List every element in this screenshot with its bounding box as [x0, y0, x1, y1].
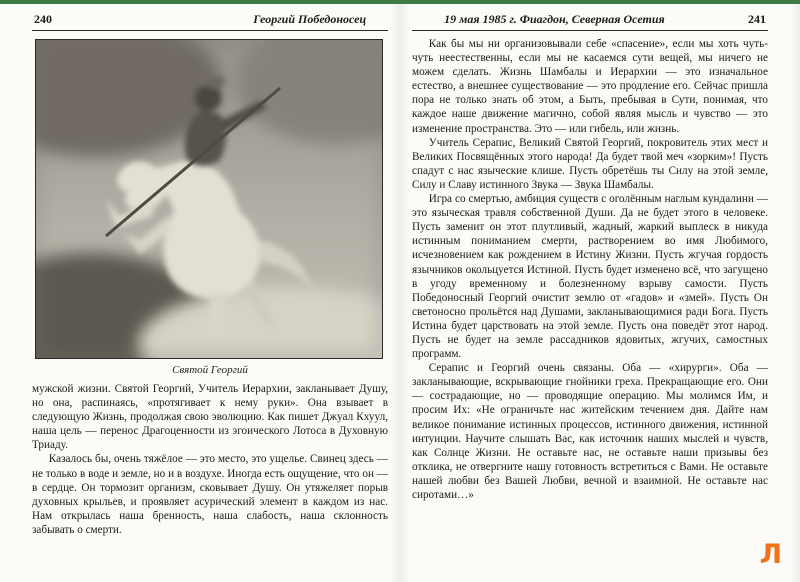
labirint-watermark-icon: Л: [759, 539, 782, 570]
paragraph: Как бы мы ни организовывали себе «спасение», если мы хоть чуть-чуть неестественны, если мы не касаемся сути вещей, мы ничего не можем сделать. Жизнь Шамбалы и Иерархии — это изначальное естество, а внешнее существование — это продление его. Сейчас пришла пора не только знать об этом, а Быть, пребывая в Сути, понимая, что каждое наше движение магично, собой являя мысль и чувство — это изменение пространства. Это — или гибель, или жизнь.: [412, 38, 768, 135]
right-header-rule: [412, 30, 768, 31]
saint-george-illustration: [35, 39, 383, 359]
right-body-text: [412, 37, 768, 502]
paragraph: Серапис и Георгий очень связаны. Оба — «хирурги». Оба — закланывающие, вскрывающие гнойники греха. Прекращающие его. Они — сострадающие, но — проводящие операцию. Мы молимся Им, и просим Их: «Не ограничьте нас житейским течением дня. Дайте нам великое понимание истинных процессов, истинного движения, истинной интуиции. Научите слышать Вас, как источник наших мыслей и чувств, как Солнце Жизни. Не оставьте нас, не оставьте наши призывы без отклика, не отвергните нашу готовность встретиться с Вами. Не оставьте нашей любви без Вашей Любви, вечной и взаимной. Не оставьте нас сиротами…»: [412, 362, 768, 501]
left-page: [32, 12, 388, 537]
paragraph: Казалось бы, очень тяжёлое — это место, это ущелье. Свинец здесь — не только в воде и земле, но и в воздухе. Иногда есть ощущение, что он — в сердце. Он тормозит организм, сковывает Душу. Он утяжеляет порыв духовных крыльев, и проявляет асурический элемент в каждом из нас. Нам открылась наша бренность, наша слабость, наша склонность забывать о смерти.: [32, 453, 388, 536]
paragraph: Учитель Серапис, Великий Святой Георгий, покровитель этих мест и Великих Посвящённых этого народа! Да будет твой меч «зорким»! Пусть спадут с нас языческие клише. Пусть обретёшь ты Силу на этой земле, Силу и Славу истинного Звука — Звука Шамбалы.: [412, 136, 768, 191]
paragraph: Игра со смертью, амбиция существ с оголённым наглым кундалини — это языческая травля собственной Души. Да не будет этого в человеке. Пусть заменит он этот плутливый, жадный, жаркий выплеск в никуда истинным пониманием смерти, растворением во имя Любимого, исчезновением как рождением в Истину Жизни. Пусть жгучая гордость язычников окольцуется Истиной. Пусть будет изменено всё, что загущено в угоду временному и болезненному взрыву самости. Пусть Победоносный Георгий очистит землю от «гадов» и «змей». Пусть Он светоносно прольётся над Душами, закланывающимися ради Бога. Пусть Истина будет царствовать на этой земле. Пусть она поведёт этот народ. Пусть не будет на земле рассадников ядовитых, жгучих, самостных программ.: [412, 193, 768, 361]
illustration-caption: Святой Георгий: [172, 364, 248, 376]
right-page-header: [412, 12, 768, 29]
left-body-text: [32, 382, 388, 537]
saint-george-artwork: [36, 40, 382, 358]
right-page: [412, 12, 768, 502]
left-page-header: [32, 12, 388, 29]
paragraph: мужской жизни. Святой Георгий, Учитель Иерархии, закланывает Душу, но она, распинаясь, «протягивает к нему руки». Она взывает в следующую Жизнь, продолжая свою эволюцию. Как пишет Джуал Кхуул, наша цель — перенос Драгоценности из эгоического Лотоса в Духовную Триаду.: [32, 383, 388, 452]
left-header-rule: [32, 30, 388, 31]
right-page-number: 241: [748, 12, 766, 26]
left-page-number: 240: [34, 12, 52, 26]
right-running-title: 19 мая 1985 г. Фиагдон, Северная Осетия: [444, 12, 665, 26]
page-gutter-shadow: [390, 4, 410, 582]
scan-right-edge: [790, 4, 800, 582]
left-running-title: Георгий Победоносец: [253, 12, 367, 26]
